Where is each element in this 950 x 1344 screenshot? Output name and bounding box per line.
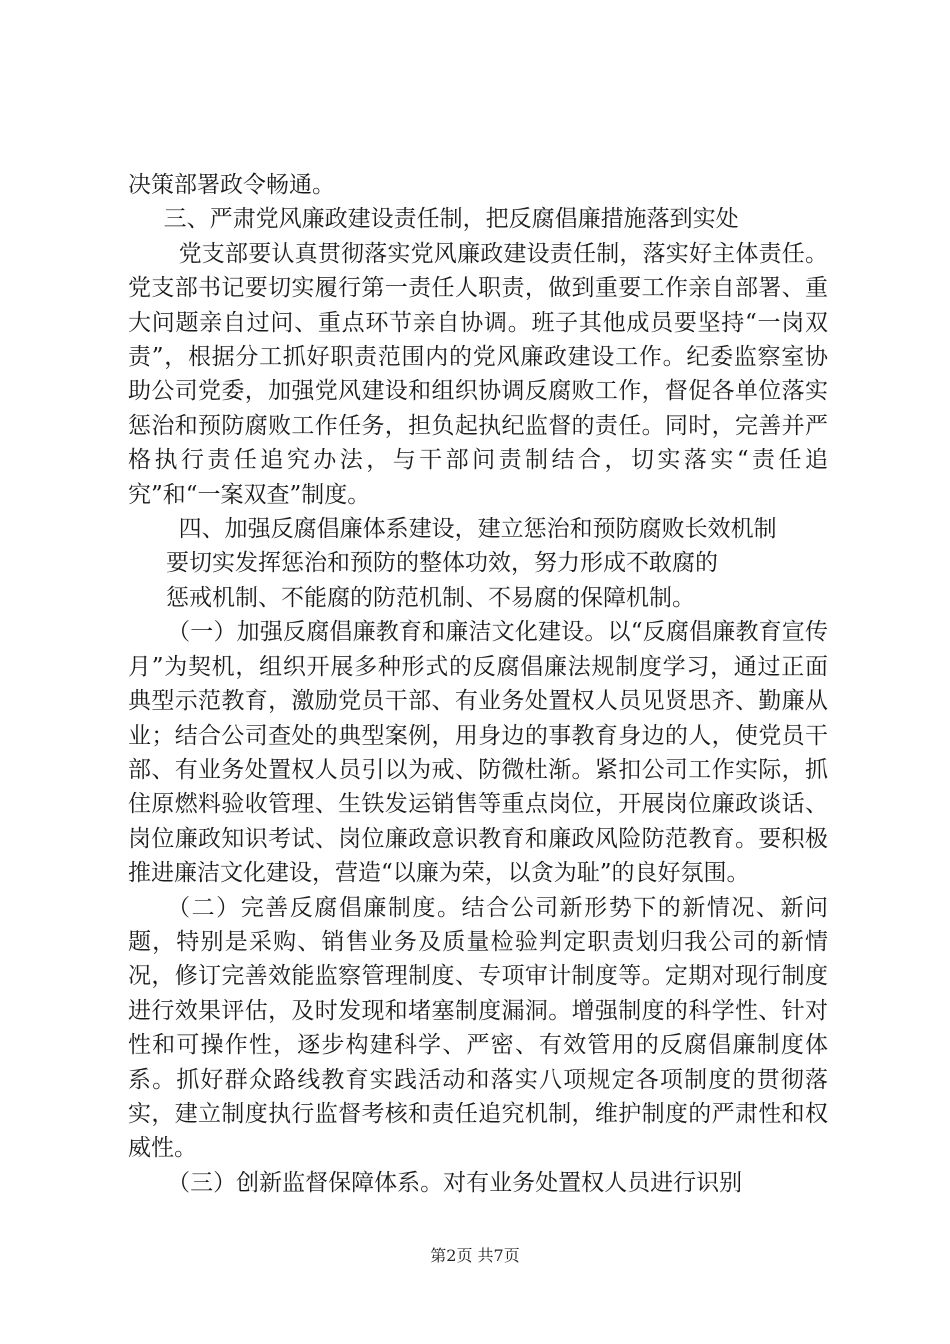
document-body	[128, 168, 828, 1200]
paragraph-intro-line-2: 惩戒机制、不能腐的防范机制、不易腐的保障机制。	[166, 584, 695, 611]
paragraph-continuation: 决策部署政令畅通。	[128, 172, 335, 198]
page-footer	[0, 1243, 950, 1266]
page-number-label: 第2页 共7页	[430, 1246, 520, 1265]
paragraph-item-three: （三）创新监督保障体系。对有业务处置权人员进行识别	[167, 1169, 743, 1196]
section-heading-four: 四、加强反腐倡廉体系建设，建立惩治和预防腐败长效机制	[178, 516, 777, 543]
paragraph-intro-line-1: 要切实发挥惩治和预防的整体功效，努力形成不敢腐的	[166, 550, 718, 577]
paragraph-item-two: （二）完善反腐倡廉制度。结合公司新形势下的新情况、新问题，特别是采购、销售业务及质量检验判定职责划归我公司的新情况，修订完善效能监察管理制度、专项审计制度等。定期对现行制度进行效果评估，及时发现和堵塞制度漏洞。增强制度的科学性、针对性和可操作性，逐步构建科学、严密、有效管用的反腐倡廉制度体系。抓好群众路线教育实践活动和落实八项规定各项制度的贯彻落实，建立制度执行监督考核和责任追究机制，维护制度的严肃性和权威性。	[128, 894, 828, 1162]
paragraph-item-one: （一）加强反腐倡廉教育和廉洁文化建设。以“反腐倡廉教育宣传月”为契机，组织开展多种形式的反腐倡廉法规制度学习，通过正面典型示范教育，激励党员干部、有业务处置权人员见贤思齐、勤廉从业；结合公司查处的典型案例，用身边的事教育身边的人，使党员干部、有业务处置权人员引以为戒、防微杜渐。紧扣公司工作实际，抓住原燃料验收管理、生铁发运销售等重点岗位，开展岗位廉政谈话、岗位廉政知识考试、岗位廉政意识教育和廉政风险防范教育。要积极推进廉洁文化建设，营造“以廉为荣，以贪为耻”的良好氛围。	[128, 619, 828, 887]
paragraph-responsibility: 党支部要认真贯彻落实党风廉政建设责任制，落实好主体责任。党支部书记要切实履行第一责任人职责，做到重要工作亲自部署、重大问题亲自过问、重点环节亲自协调。班子其他成员要坚持“一岗双责”，根据分工抓好职责范围内的党风廉政建设工作。纪委监察室协助公司党委，加强党风建设和组织协调反腐败工作，督促各单位落实惩治和预防腐败工作任务，担负起执纪监督的责任。同时，完善并严格执行责任追究办法，与干部问责制结合，切实落实“责任追究”和“一案双查”制度。	[128, 240, 828, 508]
section-heading-three: 三、严肃党风廉政建设责任制，把反腐倡廉措施落到实处	[163, 206, 739, 233]
